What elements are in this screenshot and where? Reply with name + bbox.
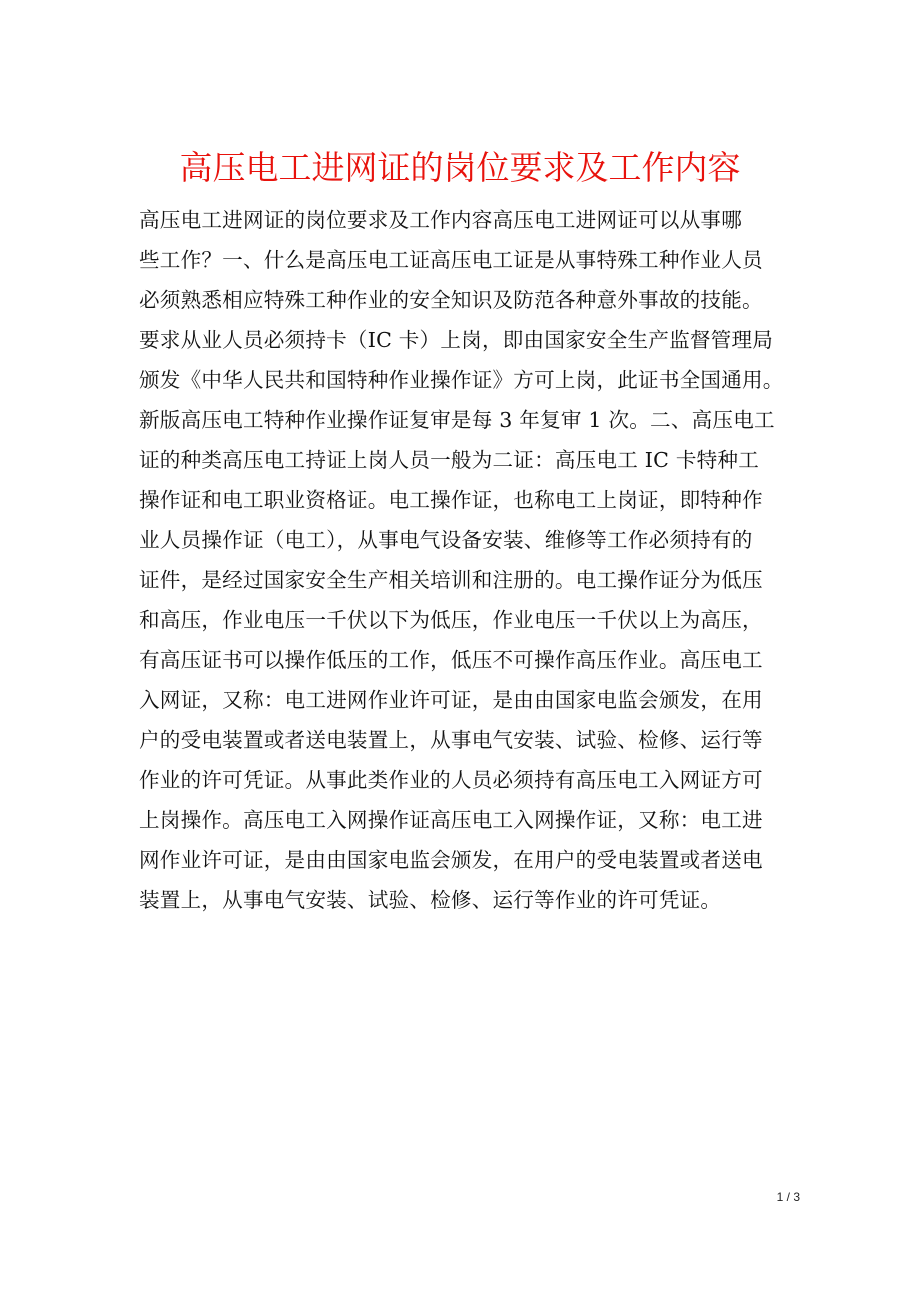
body-line: 颁发《中华人民共和国特种作业操作证》方可上岗，此证书全国通用。 xyxy=(139,368,784,392)
body-line: 有高压证书可以操作低压的工作，低压不可操作高压作业。高压电工 xyxy=(139,648,763,672)
body-line: 作业的许可凭证。从事此类作业的人员必须持有高压电工入网证方可 xyxy=(139,768,763,792)
body-line: 装置上，从事电气安装、试验、检修、运行等作业的许可凭证。 xyxy=(139,888,722,912)
body-line: 操作证和电工职业资格证。电工操作证，也称电工上岗证，即特种作 xyxy=(139,488,763,512)
body-line: 新版高压电工特种作业操作证复审是每 3 年复审 1 次。二、高压电工 xyxy=(139,408,775,432)
body-line: 网作业许可证，是由由国家电监会颁发，在用户的受电装置或者送电 xyxy=(139,848,763,872)
document-title: 高压电工进网证的岗位要求及工作内容 xyxy=(179,148,741,187)
body-line: 上岗操作。高压电工入网操作证高压电工入网操作证，又称：电工进 xyxy=(139,808,763,832)
body-line: 高压电工进网证的岗位要求及工作内容高压电工进网证可以从事哪 xyxy=(139,208,743,232)
page-number: 1 / 3 xyxy=(776,1190,800,1204)
body-line: 必须熟悉相应特殊工种作业的安全知识及防范各种意外事故的技能。 xyxy=(139,288,763,312)
document-body xyxy=(139,200,799,920)
body-line: 证件，是经过国家安全生产相关培训和注册的。电工操作证分为低压 xyxy=(139,568,763,592)
body-line: 业人员操作证（电工），从事电气设备安装、维修等工作必须持有的 xyxy=(139,528,753,552)
body-line: 些工作？一、什么是高压电工证高压电工证是从事特殊工种作业人员 xyxy=(139,248,763,272)
body-line: 和高压，作业电压一千伏以下为低压，作业电压一千伏以上为高压， xyxy=(139,608,763,632)
body-line: 证的种类高压电工持证上岗人员一般为二证：高压电工 IC 卡特种工 xyxy=(139,448,760,472)
body-line: 入网证，又称：电工进网作业许可证，是由由国家电监会颁发，在用 xyxy=(139,688,763,712)
body-line: 户的受电装置或者送电装置上，从事电气安装、试验、检修、运行等 xyxy=(139,728,763,752)
body-line: 要求从业人员必须持卡（IC 卡）上岗，即由国家安全生产监督管理局 xyxy=(139,328,774,352)
